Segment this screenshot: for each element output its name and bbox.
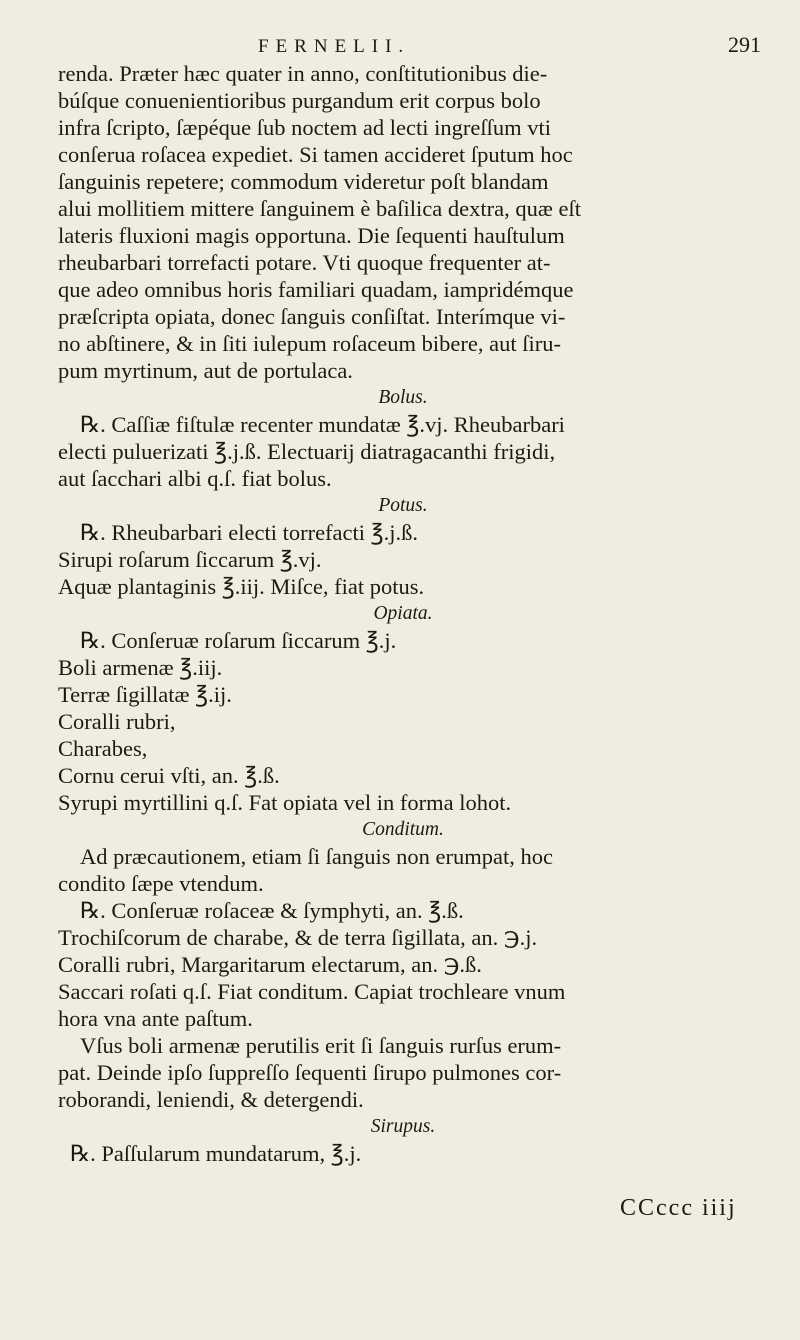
text-line: pum myrtinum, aut de portulaca.: [58, 358, 353, 383]
section-heading: Bolus.: [378, 387, 428, 408]
text-line: Syrupi myrtillini q.ſ. Fat opiata vel in forma lohot.: [58, 790, 512, 815]
section-heading: Sirupus.: [370, 1116, 436, 1137]
text-line: conſerua roſacea expediet. Si tamen accideret ſputum hoc: [58, 142, 573, 167]
text-line: Sirupi roſarum ſiccarum ℥.vj.: [58, 547, 322, 572]
text-line: præſcripta opiata, donec ſanguis conſiſtat. Interímque vi-: [58, 304, 566, 329]
text-line: Coralli rubri,: [58, 709, 176, 734]
section-heading: Conditum.: [362, 819, 444, 840]
page-number: 291: [728, 32, 761, 57]
text-line: Cornu cerui vſti, an. ℥.ß.: [58, 763, 280, 788]
text-line: que adeo omnibus horis familiari quadam, iampridémque: [58, 277, 574, 302]
text-line: ℞. Caſſiæ fiſtulæ recenter mundatæ ℥.vj. Rheubarbari: [80, 412, 565, 437]
page-header: [0, 30, 800, 60]
text-line: ℞. Conſeruæ roſaceæ & ſymphyti, an. ℥.ß.: [80, 898, 464, 923]
text-line: Trochiſcorum de charabe, & de terra ſigillata, an. ℈.j.: [58, 925, 538, 950]
text-line: búſque conuenientioribus purgandum erit corpus bolo: [58, 88, 541, 113]
text-line: ℞. Paſſularum mundatarum, ℥.j.: [70, 1141, 362, 1166]
text-line: roborandi, leniendi, & detergendi.: [58, 1087, 364, 1112]
text-line: aut ſacchari albi q.ſ. fiat bolus.: [58, 466, 332, 491]
text-line: Boli armenæ ℥.iij.: [58, 655, 223, 680]
text-line: infra ſcripto, ſæpéque ſub noctem ad lecti ingreſſum vti: [58, 115, 551, 140]
text-line: electi puluerizati ℥.j.ß. Electuarij diatragacanthi frigidi,: [58, 439, 556, 464]
text-line: Ad præcautionem, etiam ſi ſanguis non erumpat, hoc: [80, 844, 554, 869]
text-line: alui mollitiem mittere ſanguinem è baſilica dextra, quæ eſt: [58, 196, 581, 221]
text-line: ℞. Conſeruæ roſarum ſiccarum ℥.j.: [80, 628, 397, 653]
text-line: rheubarbari torrefacti potare. Vti quoque frequenter at-: [58, 250, 551, 275]
section-heading: Opiata.: [373, 603, 433, 624]
text-line: Terræ ſigillatæ ℥.ij.: [58, 682, 232, 707]
text-line: Aquæ plantaginis ℥.iij. Miſce, fiat potus.: [58, 574, 425, 599]
text-line: Coralli rubri, Margaritarum electarum, an. ℈.ß.: [58, 952, 482, 977]
text-line: ℞. Rheubarbari electi torrefacti ℥.j.ß.: [80, 520, 419, 545]
text-line: Vſus boli armenæ perutilis erit ſi ſanguis rurſus erum-: [80, 1033, 562, 1058]
section-heading: Potus.: [378, 495, 428, 516]
text-line: no abſtinere, & in ſiti iulepum roſaceum bibere, aut ſiru-: [58, 331, 561, 356]
text-line: renda. Præter hæc quater in anno, conſtitutionibus die-: [58, 61, 548, 86]
signature-mark: CCccc iiij: [620, 1195, 737, 1221]
text-line: hora vna ante paſtum.: [58, 1006, 253, 1031]
text-line: condito ſæpe vtendum.: [58, 871, 264, 896]
text-line: Saccari roſati q.ſ. Fiat conditum. Capiat trochleare vnum: [58, 979, 566, 1004]
text-line: lateris fluxioni magis opportuna. Die ſequenti hauſtulum: [58, 223, 565, 248]
running-title: FERNELII.: [258, 36, 411, 57]
text-line: ſanguinis repetere; commodum videretur poſt blandam: [58, 169, 549, 194]
text-line: pat. Deinde ipſo ſuppreſſo ſequenti ſirupo pulmones cor-: [58, 1060, 562, 1085]
text-line: Charabes,: [58, 736, 148, 761]
text-block: [58, 60, 748, 1167]
